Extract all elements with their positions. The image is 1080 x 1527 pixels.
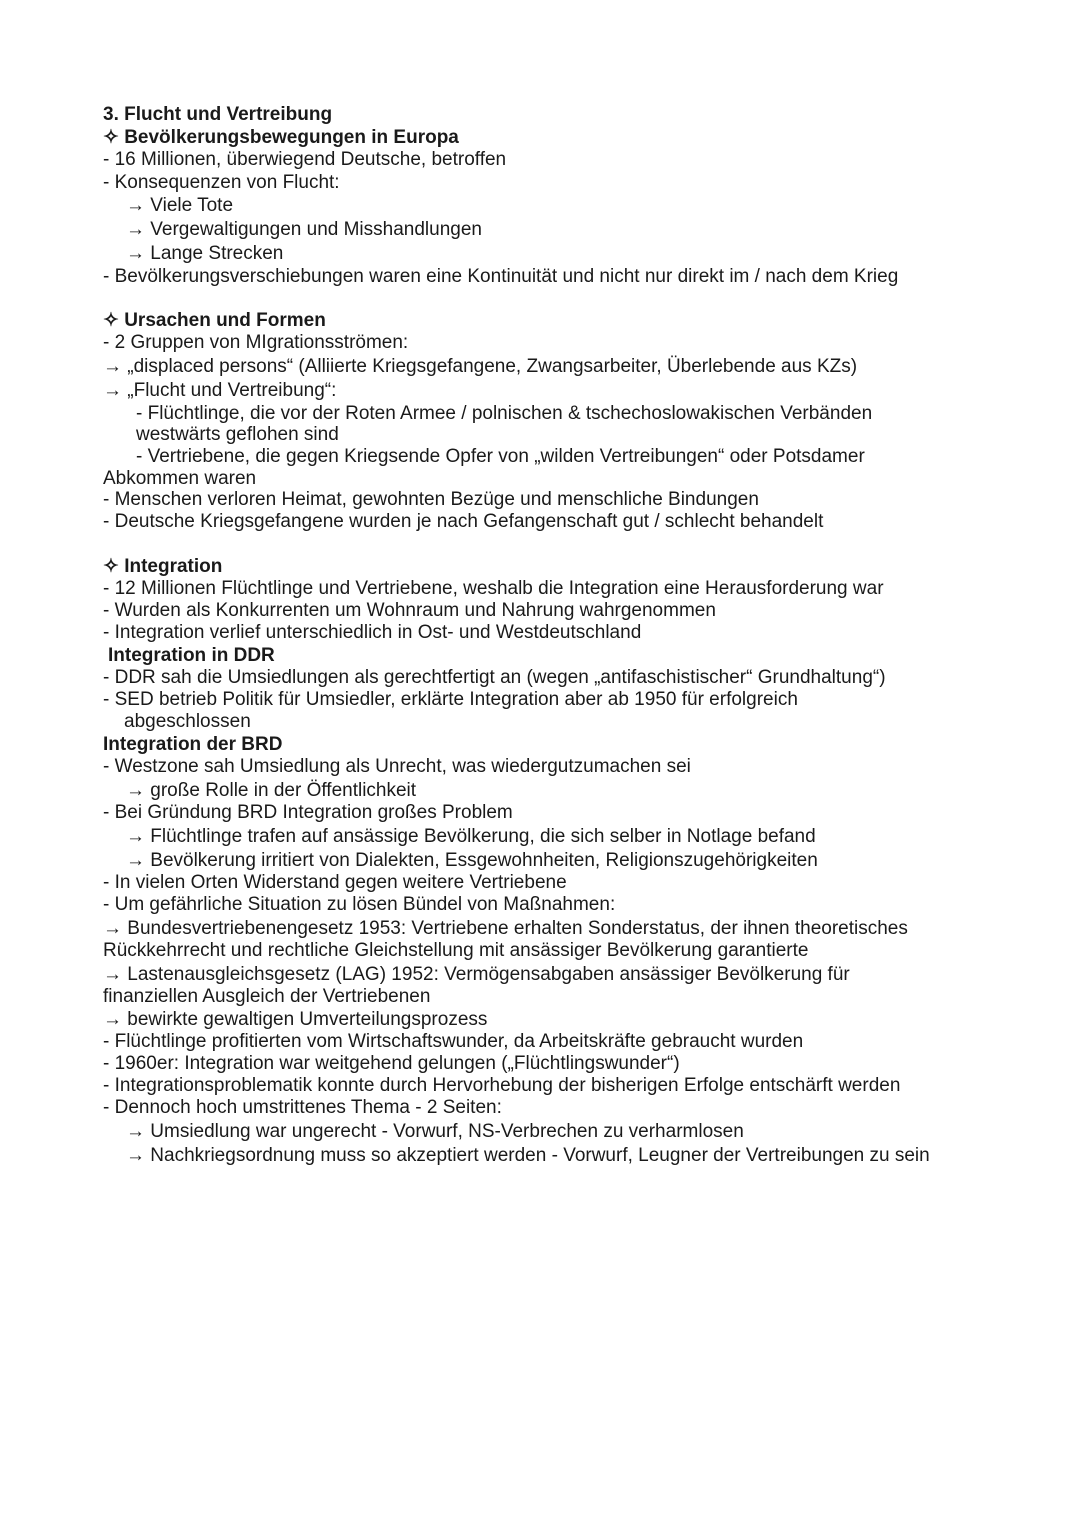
list-item: - Dennoch hoch umstrittenes Thema - 2 Seiten: [103, 1097, 502, 1118]
list-item: → bewirkte gewaltigen Umverteilungsprozess [103, 1009, 488, 1030]
list-item: - SED betrieb Politik für Umsiedler, erklärte Integration aber ab 1950 für erfolgreich [103, 689, 798, 710]
list-item: - 16 Millionen, überwiegend Deutsche, betroffen [103, 149, 507, 170]
list-item: Abkommen waren [103, 468, 257, 489]
list-item: abgeschlossen [124, 711, 251, 732]
list-item: → Vergewaltigungen und Misshandlungen [126, 219, 482, 240]
list-item: → Bundesvertriebenengesetz 1953: Vertriebene erhalten Sonderstatus, der ihnen theoretisches [103, 918, 908, 939]
list-item: - Bei Gründung BRD Integration großes Problem [103, 802, 513, 823]
list-item: → große Rolle in der Öffentlichkeit [126, 780, 417, 801]
list-item: finanziellen Ausgleich der Vertriebenen [103, 986, 431, 1007]
heading-integration: ✧ Integration [103, 556, 223, 577]
list-item: westwärts geflohen sind [136, 424, 339, 445]
section-title: 3. Flucht und Vertreibung [103, 104, 333, 125]
list-item: - Menschen verloren Heimat, gewohnten Bezüge und menschliche Bindungen [103, 489, 759, 510]
list-item: - In vielen Orten Widerstand gegen weitere Vertriebene [103, 872, 567, 893]
list-item: - Um gefährliche Situation zu lösen Bündel von Maßnahmen: [103, 894, 616, 915]
list-item: - Westzone sah Umsiedlung als Unrecht, was wiedergutzumachen sei [103, 756, 691, 777]
list-item: → Bevölkerung irritiert von Dialekten, Essgewohnheiten, Religionszugehörigkeiten [126, 850, 818, 871]
list-item: - 12 Millionen Flüchtlinge und Vertriebene, weshalb die Integration eine Herausforderung war [103, 578, 884, 599]
list-item: → Nachkriegsordnung muss so akzeptiert werden - Vorwurf, Leugner der Vertreibungen zu sein [126, 1145, 930, 1166]
list-item: → „Flucht und Vertreibung“: [103, 380, 337, 401]
list-item: - Integrationsproblematik konnte durch Hervorhebung der bisherigen Erfolge entschärft werden [103, 1075, 901, 1096]
list-item: → Lastenausgleichsgesetz (LAG) 1952: Vermögensabgaben ansässiger Bevölkerung für [103, 964, 850, 985]
list-item: → Lange Strecken [126, 243, 284, 264]
subheading-integration-brd: Integration der BRD [103, 734, 283, 755]
list-item: → „displaced persons“ (Alliierte Kriegsgefangene, Zwangsarbeiter, Überlebende aus KZs) [103, 356, 858, 377]
list-item: - 1960er: Integration war weitgehend gelungen („Flüchtlingswunder“) [103, 1053, 680, 1074]
list-item: - DDR sah die Umsiedlungen als gerechtfertigt an (wegen „antifaschistischer“ Grundhaltung“) [103, 667, 886, 688]
list-item: - Konsequenzen von Flucht: [103, 172, 340, 193]
list-item: - 2 Gruppen von MIgrationsströmen: [103, 332, 409, 353]
list-item: - Vertriebene, die gegen Kriegsende Opfer von „wilden Vertreibungen“ oder Potsdamer [136, 446, 865, 467]
list-item: → Umsiedlung war ungerecht - Vorwurf, NS-Verbrechen zu verharmlosen [126, 1121, 744, 1142]
heading-ursachen-und-formen: ✧ Ursachen und Formen [103, 310, 326, 331]
heading-bevoelkerungsbewegungen: ✧ Bevölkerungsbewegungen in Europa [103, 127, 459, 148]
list-item: - Flüchtlinge, die vor der Roten Armee / polnischen & tschechoslowakischen Verbänden [136, 403, 873, 424]
list-item: - Deutsche Kriegsgefangene wurden je nach Gefangenschaft gut / schlecht behandelt [103, 511, 824, 532]
list-item: → Viele Tote [126, 195, 234, 216]
list-item: - Integration verlief unterschiedlich in Ost- und Westdeutschland [103, 622, 642, 643]
subheading-integration-ddr: Integration in DDR [108, 645, 275, 666]
list-item: → Flüchtlinge trafen auf ansässige Bevölkerung, die sich selber in Notlage befand [126, 826, 816, 847]
list-item: - Wurden als Konkurrenten um Wohnraum und Nahrung wahrgenommen [103, 600, 716, 621]
list-item: Rückkehrrecht und rechtliche Gleichstellung mit ansässiger Bevölkerung garantierte [103, 940, 809, 961]
list-item: - Flüchtlinge profitierten vom Wirtschaftswunder, da Arbeitskräfte gebraucht wurden [103, 1031, 804, 1052]
list-item: - Bevölkerungsverschiebungen waren eine Kontinuität und nicht nur direkt im / nach dem Krieg [103, 266, 899, 287]
